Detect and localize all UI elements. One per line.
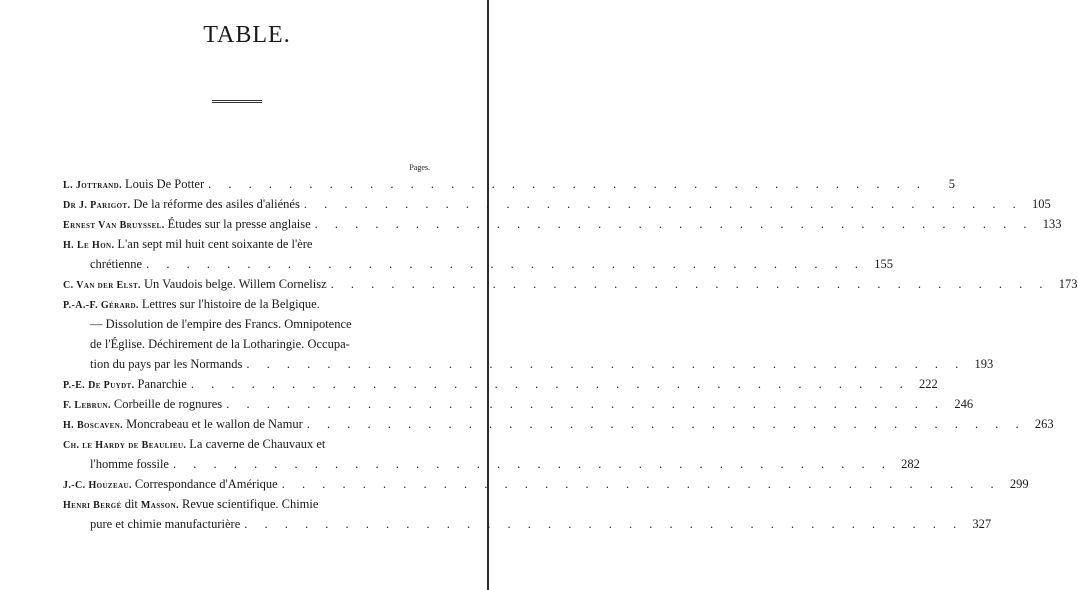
toc-author: H. Le Hon. — [63, 240, 115, 251]
toc-line — [63, 474, 1029, 494]
page-title: TABLE. — [203, 22, 291, 48]
page-number: 299 — [1009, 477, 1029, 491]
toc-entry — [63, 274, 1078, 294]
toc-line — [63, 394, 974, 414]
toc-title-text: L'an sept mil huit cent soixante de l'ère — [117, 237, 313, 251]
title-rule — [212, 100, 262, 103]
toc-line — [63, 414, 1054, 434]
page-number: 133 — [1042, 217, 1062, 231]
toc-author: P.-A.-F. Gérard. — [63, 300, 139, 311]
toc-entry — [63, 174, 956, 194]
leader-dots: . . . . . . . . . . . . . . . . . . . . . . . . . . . . . . . . . . . . — [172, 457, 892, 471]
toc-entry — [63, 294, 994, 374]
toc-line — [63, 514, 992, 534]
table-of-contents — [63, 174, 1078, 534]
toc-line — [63, 194, 1051, 214]
toc-entry — [63, 234, 893, 274]
toc-title-text: Panarchie — [137, 377, 187, 391]
toc-title-text: — Dissolution de l'empire des Francs. Omnipotence — [90, 317, 352, 331]
leader-dots: . . . . . . . . . . . . . . . . . . . . . . . . . . . . . . . . . . . . — [303, 197, 1023, 211]
toc-entry — [63, 394, 974, 414]
leader-dots: . . . . . . . . . . . . . . . . . . . . . . . . . . . . . . . . . . . . — [190, 377, 910, 391]
toc-entry — [63, 414, 1054, 434]
toc-line — [63, 374, 938, 394]
page-number: 5 — [948, 177, 956, 191]
toc-title-text: Louis De Potter — [124, 177, 205, 191]
toc-title-text: Corbeille de rognures — [113, 397, 223, 411]
toc-title-text: De la réforme des asiles d'aliénés — [133, 197, 300, 211]
leader-dots: . . . . . . . . . . . . . . . . . . . . . . . . . . . . . . . . . . . . — [226, 397, 946, 411]
toc-author: H. Boscaven. — [63, 420, 124, 431]
toc-author: P.-E. De Puydt. — [63, 380, 135, 391]
toc-title-text: Correspondance d'Amérique — [134, 477, 278, 491]
toc-line — [63, 294, 420, 314]
toc-line — [63, 254, 893, 274]
toc-author-pseudonym: Masson. — [140, 500, 179, 511]
leader-dots: . . . . . . . . . . . . . . . . . . . . . . . . . . . . . . . . . . . . — [244, 517, 964, 531]
toc-line — [63, 174, 956, 194]
page-number: 246 — [954, 397, 974, 411]
page-number: 173 — [1058, 277, 1078, 291]
page-number: 155 — [874, 257, 893, 271]
toc-line — [63, 314, 420, 334]
toc-title-text: La caverne de Chauvaux et — [189, 437, 326, 451]
toc-line — [63, 274, 1078, 294]
leader-dots: . . . . . . . . . . . . . . . . . . . . . . . . . . . . . . . . . . . . — [208, 177, 928, 191]
leader-dots: . . . . . . . . . . . . . . . . . . . . . . . . . . . . . . . . . . . . — [281, 477, 1001, 491]
toc-author: F. Lebrun. — [63, 400, 111, 411]
toc-title-text: de l'Église. Déchirement de la Lotharingie. Occupa- — [90, 337, 350, 351]
toc-entry — [63, 194, 1051, 214]
toc-line — [63, 234, 420, 254]
toc-author: Ernest Van Bruyssel. — [63, 220, 165, 231]
toc-entry — [63, 374, 938, 394]
toc-author: Henri Bergé — [63, 500, 122, 511]
toc-entry — [63, 474, 1029, 494]
toc-line — [63, 434, 420, 454]
toc-title-text: Lettres sur l'histoire de la Belgique. — [141, 297, 320, 311]
toc-title-text: tion du pays par les Normands — [90, 357, 243, 371]
toc-entry — [63, 214, 1062, 234]
toc-entry — [63, 494, 992, 534]
leader-dots: . . . . . . . . . . . . . . . . . . . . . . . . . . . . . . . . . . . . — [306, 417, 1026, 431]
page-number: 282 — [901, 457, 920, 471]
toc-title-text: l'homme fossile — [90, 457, 169, 471]
toc-title-text: Moncrabeau et le wallon de Namur — [126, 417, 303, 431]
toc-author: Ch. le Hardy de Beaulieu. — [63, 440, 187, 451]
toc-author-connector: dit — [124, 497, 138, 511]
toc-title-text: Revue scientifique. Chimie — [182, 497, 319, 511]
page-edge — [487, 0, 489, 590]
page-number: 263 — [1034, 417, 1054, 431]
page-number: 105 — [1031, 197, 1051, 211]
page-number: 222 — [918, 377, 938, 391]
leader-dots: . . . . . . . . . . . . . . . . . . . . . . . . . . . . . . . . . . . . — [246, 357, 966, 371]
toc-author: Dr J. Parigot. — [63, 200, 131, 211]
toc-title-text: Études sur la presse anglaise — [167, 217, 311, 231]
toc-author: C. Van der Elst. — [63, 280, 141, 291]
page-number: 327 — [972, 517, 992, 531]
toc-line — [63, 354, 994, 374]
toc-author: J.-C. Houzeau. — [63, 480, 132, 491]
toc-title-text: pure et chimie manufacturière — [90, 517, 241, 531]
toc-line — [63, 214, 1062, 234]
leader-dots: . . . . . . . . . . . . . . . . . . . . . . . . . . . . . . . . . . . . — [330, 277, 1050, 291]
toc-line — [63, 334, 420, 354]
toc-entry — [63, 434, 920, 474]
toc-line — [63, 494, 420, 514]
pages-column-label: Pages. — [409, 163, 430, 172]
page-number: 193 — [974, 357, 994, 371]
toc-author: L. Jottrand. — [63, 180, 122, 191]
leader-dots: . . . . . . . . . . . . . . . . . . . . . . . . . . . . . . . . . . . . — [146, 257, 865, 271]
toc-title-text: chrétienne — [90, 257, 143, 271]
toc-title-text: Un Vaudois belge. Willem Cornelisz — [143, 277, 327, 291]
toc-line — [63, 454, 920, 474]
leader-dots: . . . . . . . . . . . . . . . . . . . . . . . . . . . . . . . . . . . . — [314, 217, 1034, 231]
